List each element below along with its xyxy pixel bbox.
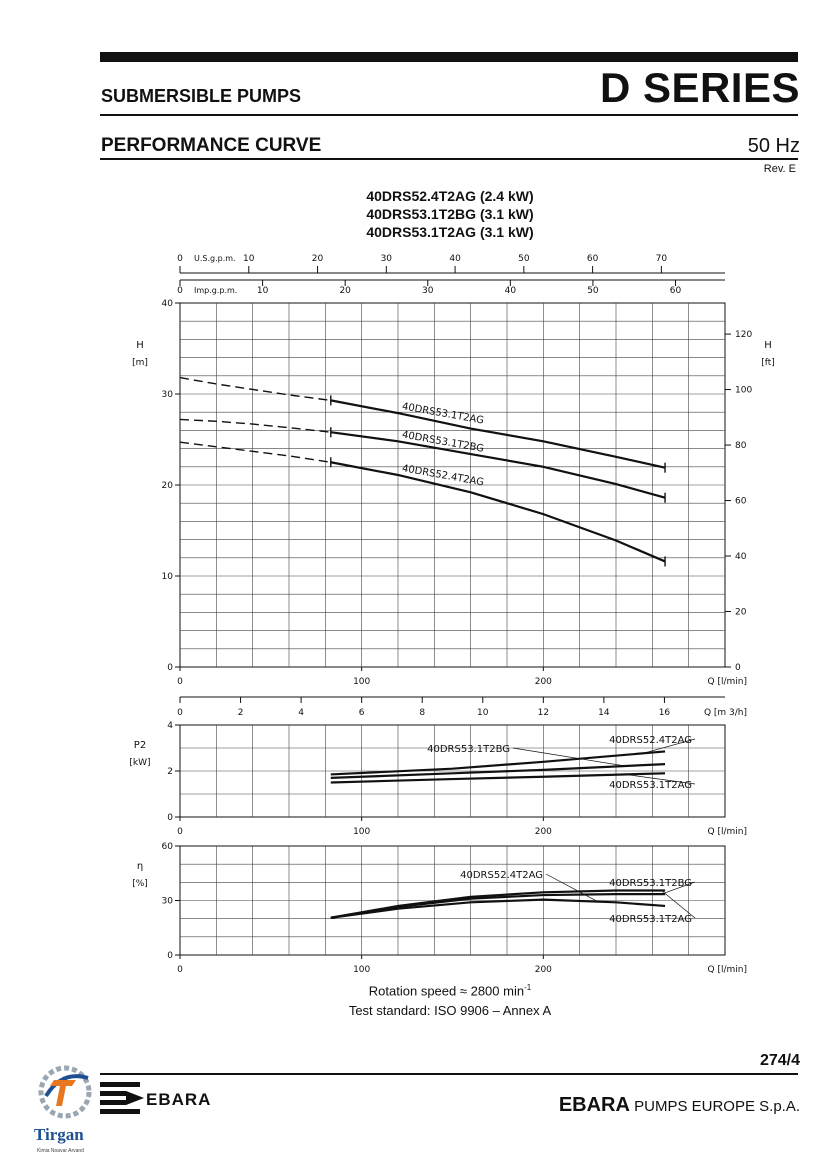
- series-label: 40DRS53.1T2AG: [609, 914, 692, 925]
- y2-axis-label: H: [764, 340, 772, 351]
- y-tick-label: 10: [161, 572, 173, 582]
- dealer-logo-tagline: Kimia Noavar Arvand: [37, 1148, 84, 1154]
- y-tick-label: 30: [161, 896, 173, 907]
- series-label: 40DRS53.1T2BG: [427, 744, 510, 755]
- y2-tick-label: 0: [735, 663, 741, 673]
- ebara-logo-word: EBARA: [146, 1090, 212, 1109]
- y-tick-label: 0: [167, 663, 173, 673]
- impgpm-axis-label: Imp.g.p.m.: [194, 286, 238, 295]
- series-label: 40DRS52.4T2AG: [460, 870, 543, 881]
- company-name-rest: PUMPS EUROPE S.p.A.: [629, 1098, 800, 1115]
- m3h-tick-label: 4: [298, 708, 304, 718]
- x-axis-label: Q [l/min]: [707, 677, 747, 687]
- y-tick-label: 30: [161, 390, 173, 400]
- m3h-tick-label: 16: [658, 708, 671, 718]
- rotation-speed: [280, 983, 620, 998]
- tirgan-logo-icon: [32, 1060, 102, 1156]
- y2-tick-label: 20: [735, 607, 747, 618]
- y-axis-unit: [kW]: [129, 758, 151, 768]
- series-line-extrapolated: [180, 442, 331, 462]
- y2-tick-label: 40: [735, 552, 747, 563]
- series-label: 40DRS53.1T2AG: [401, 401, 485, 427]
- series-line: [331, 462, 665, 561]
- impgpm-tick-label: 40: [504, 286, 517, 296]
- x-tick-label: 0: [177, 965, 183, 975]
- x-tick-label: 200: [534, 965, 552, 975]
- m3h-axis-label: Q [m 3/h]: [703, 708, 747, 718]
- m3h-tick-label: 8: [419, 708, 426, 718]
- series-label: 40DRS53.1T2BG: [401, 429, 485, 455]
- series-title: D SERIES: [599, 64, 800, 111]
- series-label: 40DRS52.4T2AG: [609, 735, 692, 746]
- y2-axis-unit: [ft]: [761, 358, 775, 368]
- impgpm-tick-label: 30: [422, 286, 434, 296]
- y-tick-label: 40: [161, 299, 173, 309]
- x-axis-label: Q [l/min]: [707, 965, 747, 975]
- usgpm-tick-label: 50: [518, 254, 530, 264]
- impgpm-tick-label: 10: [256, 286, 269, 296]
- y-tick-label: 0: [167, 951, 173, 961]
- impgpm-tick-label: 60: [669, 286, 682, 296]
- test-standard: Test standard: ISO 9906 – Annex A: [348, 1003, 552, 1018]
- impgpm-tick-label: 50: [587, 286, 599, 296]
- series-line: [331, 429, 665, 498]
- y-axis-label: P2: [133, 740, 147, 751]
- y-axis-label: H: [136, 340, 144, 351]
- x-tick-label: 100: [353, 827, 371, 837]
- footer-rule: [100, 1073, 798, 1075]
- series-label-leader: [546, 874, 598, 902]
- ebara-logo-icon: [100, 1082, 144, 1116]
- usgpm-tick-label: 10: [243, 254, 255, 264]
- usgpm-axis-label: U.S.g.p.m.: [194, 254, 236, 263]
- y-axis-unit: [%]: [132, 879, 148, 889]
- section-title: PERFORMANCE CURVE: [101, 135, 322, 156]
- y-tick-label: 20: [161, 481, 173, 491]
- y2-tick-label: 80: [735, 441, 747, 452]
- y2-tick-label: 100: [735, 385, 753, 396]
- m3h-tick-label: 0: [177, 708, 183, 718]
- company-name: [559, 1094, 800, 1117]
- series-label: 40DRS53.1T2BG: [609, 878, 692, 889]
- rotation-speed-text: Rotation speed ≈ 2800 min: [368, 983, 525, 999]
- y-axis-unit: [m]: [132, 358, 148, 368]
- x-tick-label: 0: [177, 827, 183, 837]
- y-tick-label: 60: [161, 842, 173, 852]
- usgpm-tick-label: 30: [380, 254, 393, 264]
- usgpm-tick-label: 0: [177, 254, 183, 264]
- product-line: SUBMERSIBLE PUMPS: [101, 86, 302, 106]
- revision: Rev. E: [763, 163, 796, 175]
- model-line: 40DRS53.1T2BG (3.1 kW): [366, 206, 534, 222]
- series-line: [331, 400, 665, 467]
- series-line-extrapolated: [180, 378, 331, 401]
- y-tick-label: 4: [167, 721, 173, 731]
- m3h-tick-label: 10: [477, 708, 489, 718]
- x-tick-label: 200: [534, 827, 552, 837]
- frequency: 50 Hz: [747, 135, 800, 157]
- series-label: 40DRS53.1T2AG: [609, 780, 692, 791]
- model-line: 40DRS52.4T2AG (2.4 kW): [366, 188, 534, 204]
- y2-tick-label: 120: [735, 330, 753, 341]
- m3h-tick-label: 12: [537, 708, 550, 718]
- x-tick-label: 100: [353, 677, 371, 687]
- usgpm-tick-label: 20: [311, 254, 324, 264]
- impgpm-tick-label: 0: [177, 286, 183, 296]
- y-axis-label: η: [136, 861, 144, 872]
- page-number: 274/4: [759, 1052, 800, 1069]
- x-tick-label: 200: [534, 677, 552, 687]
- model-line: 40DRS53.1T2AG (3.1 kW): [366, 224, 534, 240]
- m3h-tick-label: 6: [358, 708, 365, 718]
- m3h-tick-label: 2: [237, 708, 244, 718]
- dealer-logo-word: Tirgan: [34, 1125, 84, 1144]
- x-tick-label: 100: [353, 965, 371, 975]
- series-label: 40DRS52.4T2AG: [401, 463, 485, 489]
- usgpm-tick-label: 40: [449, 254, 461, 264]
- usgpm-tick-label: 70: [655, 254, 668, 264]
- m3h-tick-label: 14: [598, 708, 610, 718]
- company-name-bold: EBARA: [558, 1094, 630, 1116]
- y2-tick-label: 60: [735, 496, 747, 507]
- x-axis-label: Q [l/min]: [707, 827, 747, 837]
- usgpm-tick-label: 60: [586, 254, 599, 264]
- x-tick-label: 0: [177, 677, 183, 687]
- impgpm-tick-label: 20: [339, 286, 351, 296]
- rotation-speed-exponent: -1: [524, 983, 532, 992]
- y-tick-label: 2: [167, 767, 173, 777]
- y-tick-label: 0: [167, 813, 173, 823]
